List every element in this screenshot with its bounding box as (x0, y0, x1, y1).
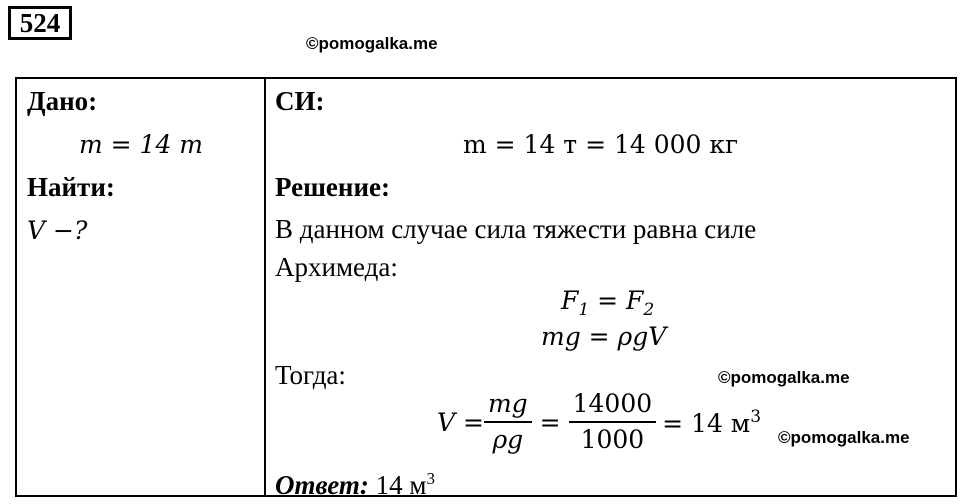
fraction-symbolic (484, 387, 532, 457)
answer-line (275, 463, 435, 501)
answer-exponent: 3 (426, 469, 435, 488)
equals-sign: = (539, 407, 561, 437)
column-divider (264, 79, 266, 495)
equation-forces (561, 285, 654, 326)
eq1-sub-2: 2 (643, 300, 655, 320)
answer-value: 14 м (368, 470, 427, 500)
watermark: ©pomogalka.me (718, 368, 850, 387)
fraction-numeric-denominator: 1000 (580, 425, 645, 454)
given-mass: m = 14 т (79, 130, 204, 159)
si-heading: СИ: (275, 86, 325, 116)
fraction-numeric (569, 387, 657, 457)
si-conversion: m = 14 т = 14 000 кг (463, 130, 739, 159)
find-value: V −? (27, 216, 88, 245)
solution-heading: Решение: (275, 172, 390, 202)
final-equation (437, 387, 761, 457)
final-result (656, 407, 761, 438)
given-heading: Дано: (27, 86, 98, 116)
answer-label: Ответ: (275, 470, 369, 500)
equation-archimedes: mg = ρgV (541, 322, 667, 351)
eq1-sub-1: 1 (578, 300, 590, 320)
fraction-symbolic-denominator: ρg (492, 425, 524, 454)
then-label: Тогда: (275, 360, 346, 390)
problem-number: 524 (8, 6, 72, 40)
watermark: ©pomogalka.me (778, 428, 910, 447)
final-result-value: = 14 м (662, 408, 751, 438)
final-result-exponent: 3 (750, 406, 762, 427)
watermark: ©pomogalka.me (306, 34, 438, 53)
fraction-symbolic-numerator: mg (484, 387, 532, 423)
fraction-numeric-numerator: 14000 (569, 387, 657, 423)
eq1-mid: = F (589, 286, 644, 315)
find-heading: Найти: (27, 172, 115, 202)
solution-line-1: В данном случае сила тяжести равна силе (275, 214, 757, 244)
final-lhs: V = (437, 407, 484, 437)
solution-line-2: Архимеда: (275, 252, 398, 282)
eq1-left: F (561, 286, 579, 315)
